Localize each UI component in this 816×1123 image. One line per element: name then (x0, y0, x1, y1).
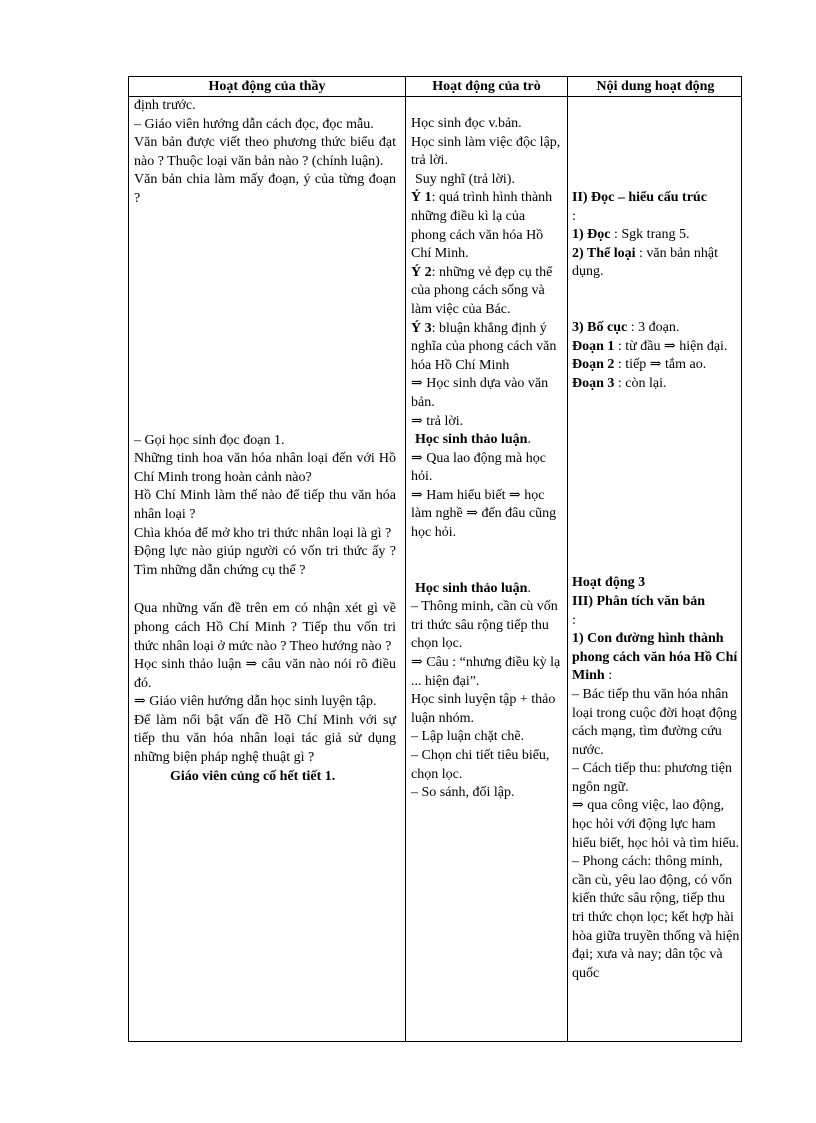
colon-text: : (572, 208, 576, 224)
student-line: Học sinh đọc v.bản. (411, 116, 522, 131)
teacher-line: Động lực nào giúp người có vốn tri thức ấy ? Tìm những dẫn chứng cụ thể ? (134, 544, 396, 578)
student-discussion: Học sinh thảo luận. (415, 432, 531, 448)
lesson-table (128, 76, 742, 1042)
content-item (572, 319, 740, 338)
idea-label: Ý 3 (411, 320, 432, 336)
spacer (134, 580, 396, 600)
student-column (411, 97, 563, 803)
teacher-line: định trước. (134, 98, 196, 113)
student-line: ⇒ Câu : “nhưng điều kỳ lạ ... hiện đại”. (411, 655, 561, 689)
student-line: – Thông minh, cần cù vốn tri thức sâu rộng tiếp thu chọn lọc. (411, 599, 558, 652)
colon-text: : (572, 612, 576, 628)
idea-label: Ý 2 (411, 264, 432, 280)
subsection-title: 1) Con đường hình thành phong cách văn hóa Hồ Chí Minh : (572, 631, 738, 684)
spacer (572, 282, 740, 319)
idea-label: Ý 1 (411, 190, 432, 206)
content-item (572, 375, 740, 394)
teacher-line: Hồ Chí Minh làm thế nào để tiếp thu văn hóa nhân loại ? (134, 488, 396, 522)
student-idea (411, 320, 563, 376)
student-line: Học sinh luyện tập + thảo luận nhóm. (411, 692, 556, 726)
teacher-summary: Giáo viên củng cố hết tiết 1. (170, 768, 336, 784)
content-line: – Bác tiếp thu văn hóa nhân loại trong cuộc đời hoạt động cách mạng, tìm đường cứu nước. (572, 686, 737, 758)
teacher-line: Học sinh thảo luận ⇒ câu văn nào nói rõ điều đó. (134, 657, 396, 691)
student-idea (411, 189, 563, 263)
item-text: : còn lại. (617, 375, 667, 391)
header-student: Hoạt động của trò (432, 79, 541, 94)
teacher-line: Chìa khóa để mở kho tri thức nhân loại là gì ? (134, 525, 392, 541)
section-title: III) Phân tích văn bản (572, 593, 706, 609)
header-teacher: Hoạt động của thầy (208, 79, 326, 94)
item-label: Đoạn 3 (572, 375, 615, 391)
header-content: Nội dung hoạt động (596, 79, 715, 94)
item-label: 3) Bố cục (572, 319, 628, 335)
content-line: – Phong cách: thông minh, cần cù, yêu lao động, có vốn kiến thức sâu rộng, tiếp thu tri thức chọn lọc; kết hợp hài hòa giữa truyền thống và hiện đại; xưa và nay; dân tộc và quốc (572, 854, 740, 981)
content-item (572, 226, 740, 245)
item-text: : Sgk trang 5. (614, 227, 690, 243)
item-text: : văn bản nhật dụng. (572, 245, 718, 280)
teacher-line: Để làm nổi bật vấn đề Hồ Chí Minh với sự tiếp thu văn hóa nhân loại tác giả sử dụng những biện pháp nghệ thuật gì ? (134, 712, 396, 766)
content-line: ⇒ qua công việc, lao động, học hỏi với động lực ham hiểu biết, học hỏi và tìm hiểu. (572, 798, 740, 851)
student-line: Học sinh làm việc độc lập, trả lời. (411, 134, 561, 169)
teacher-line: Văn bản chia làm mấy đoạn, ý của từng đoạn ? (134, 172, 396, 206)
item-text: : 3 đoạn. (630, 319, 680, 335)
section-title: II) Đọc – hiểu cấu trúc (572, 190, 707, 205)
column-divider (567, 77, 568, 1041)
content-column (572, 97, 740, 983)
teacher-line: ⇒ Giáo viên hướng dẫn học sinh luyện tập. (134, 694, 377, 710)
spacer (572, 97, 740, 189)
teacher-line: Văn bản được viết theo phương thức biểu đạt nào ? Thuộc loại văn bản nào ? (chính luận). (134, 135, 396, 169)
content-item (572, 356, 740, 375)
spacer (572, 393, 740, 574)
spacer (411, 543, 563, 580)
spacer (134, 209, 396, 432)
student-discussion: Học sinh thảo luận. (415, 580, 531, 596)
item-label: 1) Đọc (572, 227, 611, 243)
student-line: – Lập luận chặt chẽ. (411, 729, 525, 745)
student-line: ⇒ Học sinh dựa vào văn bản. (411, 376, 549, 410)
column-divider (405, 77, 406, 1041)
item-text: : từ đầu ⇒ hiện đại. (617, 338, 728, 354)
idea-text: : những vẻ đẹp cụ thể của phong cách sống và làm việc của Bác. (411, 264, 553, 317)
student-line: – Chọn chi tiết tiêu biểu, chọn lọc. (411, 748, 550, 782)
teacher-line: – Giáo viên hướng dẫn cách đọc, đọc mẫu. (134, 116, 374, 132)
student-line: ⇒ trả lời. (411, 413, 464, 429)
item-text: : tiếp ⇒ tắm ao. (617, 357, 707, 373)
spacer (411, 97, 563, 115)
student-line: ⇒ Ham hiểu biết ⇒ học làm nghề ⇒ đến đâu cũng học hỏi. (411, 487, 557, 541)
content-item (572, 338, 740, 357)
student-line: Suy nghĩ (trả lời). (415, 171, 515, 187)
idea-text: : quá trình hình thành những điều kì lạ của phong cách văn hóa Hồ Chí Minh. (411, 190, 553, 262)
student-idea (411, 264, 563, 320)
item-label: 2) Thể loại (572, 245, 636, 261)
item-label: Đoạn 1 (572, 338, 615, 354)
teacher-line: Qua những vấn đề trên em có nhận xét gì về phong cách Hồ Chí Minh ? Tiếp thu vốn tri thức nhân loại ở mức nào ? Theo hướng nào ? (134, 601, 396, 654)
teacher-column (134, 97, 396, 786)
item-label: Đoạn 2 (572, 357, 615, 373)
activity-title: Hoạt động 3 (572, 575, 646, 591)
idea-text: : bluận khẳng định ý nghĩa của phong cách văn hóa Hồ Chí Minh (411, 320, 557, 373)
student-line: ⇒ Qua lao động mà học hỏi. (411, 450, 546, 485)
teacher-line: Những tinh hoa văn hóa nhân loại đến với Hồ Chí Minh trong hoàn cảnh nào? (134, 451, 396, 485)
teacher-line: – Gọi học sinh đọc đoạn 1. (134, 432, 285, 448)
student-line: – So sánh, đối lập. (411, 785, 515, 801)
content-item (572, 245, 740, 282)
content-line: – Cách tiếp thu: phương tiện ngôn ngữ. (572, 761, 733, 795)
